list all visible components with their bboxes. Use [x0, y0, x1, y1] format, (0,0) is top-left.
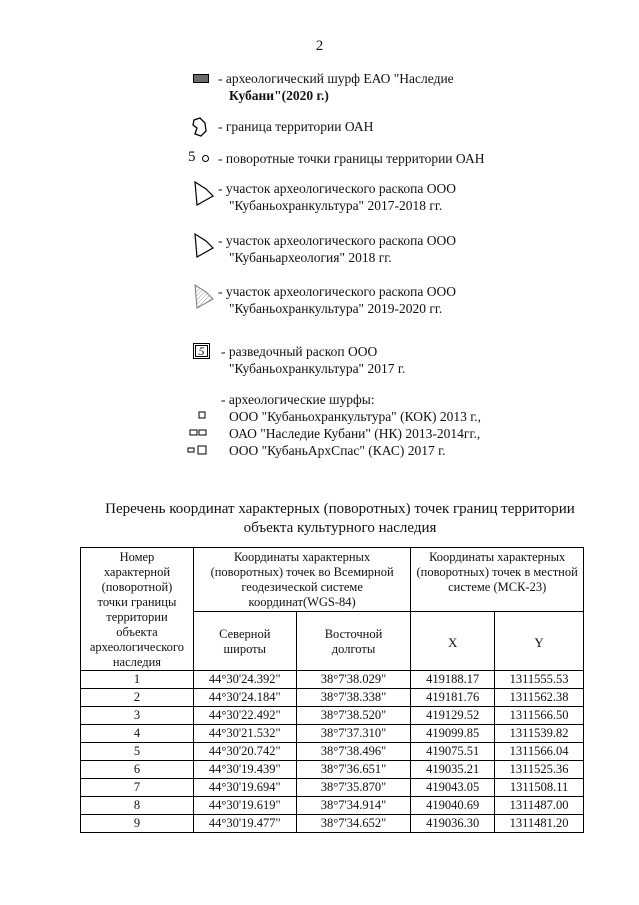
- longitude-cell: 38°7'38.029": [296, 671, 411, 689]
- point-number-cell: 8: [81, 797, 194, 815]
- boxed-number-icon: [193, 343, 210, 359]
- header-line: долготы: [331, 642, 376, 657]
- legend-line: - участок археологического раскопа ООО: [218, 233, 457, 248]
- table-title-line: объекта культурного наследия: [243, 520, 437, 536]
- x-cell: 419181.76: [411, 689, 495, 707]
- table-row: [81, 779, 584, 797]
- x-cell: 419099.85: [411, 725, 495, 743]
- longitude-cell: 38°7'36.651": [296, 761, 411, 779]
- header-line: территории: [106, 610, 168, 624]
- x-cell: 419188.17: [411, 671, 495, 689]
- excavation-hatched-icon: [192, 283, 216, 311]
- point-number-cell: 6: [81, 761, 194, 779]
- header-line: (поворотных) точек в местной: [416, 565, 578, 579]
- table-row: [81, 761, 584, 779]
- point-number-cell: 4: [81, 725, 194, 743]
- header-line: характерной: [103, 565, 171, 579]
- x-cell: 419043.05: [411, 779, 495, 797]
- header-x: X: [411, 612, 495, 671]
- excavation-outline-icon: [192, 232, 216, 260]
- point-number-label: 5: [188, 149, 196, 165]
- latitude-cell: 44°30'19.439": [193, 761, 296, 779]
- header-longitude: [296, 612, 411, 671]
- legend-line: - участок археологического раскопа ООО: [218, 284, 457, 299]
- legend-item-excavation-2018: [0, 232, 639, 272]
- table-title: [60, 500, 620, 538]
- y-cell: 1311481.20: [495, 815, 584, 833]
- longitude-cell: 38°7'35.870": [296, 779, 411, 797]
- boxed-number-label: 5: [195, 345, 208, 357]
- header-line: Восточной: [324, 627, 383, 642]
- table-row: [81, 707, 584, 725]
- y-cell: 1311525.36: [495, 761, 584, 779]
- legend-line: "Кубаньохранкультура" 2017-2018 гг.: [229, 198, 443, 213]
- header-point-number: [81, 548, 194, 671]
- y-cell: 1311539.82: [495, 725, 584, 743]
- header-line: (поворотных) точек во Всемирной: [210, 565, 394, 579]
- table-row: [81, 689, 584, 707]
- legend-line: Кубани"(2020 г.): [229, 88, 329, 103]
- latitude-cell: 44°30'21.532": [193, 725, 296, 743]
- header-line: точки границы: [97, 595, 177, 609]
- longitude-cell: 38°7'34.652": [296, 815, 411, 833]
- legend-item-shurf-eao: [0, 70, 639, 110]
- latitude-cell: 44°30'22.492": [193, 707, 296, 725]
- legend-item-boundary: [0, 118, 639, 138]
- latitude-cell: 44°30'19.477": [193, 815, 296, 833]
- header-line: (поворотной): [101, 580, 173, 594]
- point-circle-icon: [201, 154, 210, 163]
- y-cell: 1311566.04: [495, 743, 584, 761]
- y-cell: 1311555.53: [495, 671, 584, 689]
- header-y: Y: [495, 612, 584, 671]
- legend-item-points: [0, 150, 639, 170]
- legend-line: "Кубаньархеология" 2018 гг.: [229, 250, 392, 265]
- point-number-cell: 5: [81, 743, 194, 761]
- page-number: 2: [315, 38, 324, 54]
- legend-item-excavation-2019: [0, 283, 639, 323]
- table-title-line: Перечень координат характерных (поворотных) точек границ территории: [105, 501, 575, 517]
- excavation-outline-icon: [192, 180, 216, 208]
- table-body: [81, 671, 584, 833]
- x-cell: 419075.51: [411, 743, 495, 761]
- header-line: широты: [223, 642, 267, 657]
- shaded-rectangle-icon: [193, 74, 209, 84]
- header-latitude: [193, 612, 296, 671]
- table-row: [81, 725, 584, 743]
- point-number-cell: 3: [81, 707, 194, 725]
- small-square-icon: [198, 411, 207, 420]
- point-number-cell: 9: [81, 815, 194, 833]
- longitude-cell: 38°7'38.496": [296, 743, 411, 761]
- latitude-cell: 44°30'24.184": [193, 689, 296, 707]
- legend-line: - граница территории ОАН: [218, 119, 374, 134]
- header-line: объекта: [116, 625, 158, 639]
- header-line: Координаты характерных: [234, 550, 371, 564]
- y-cell: 1311487.00: [495, 797, 584, 815]
- legend-line: - археологический шурф ЕАО "Наследие: [218, 71, 454, 86]
- table-row: [81, 743, 584, 761]
- legend-line: "Кубаньохранкультура" 2017 г.: [229, 361, 406, 376]
- y-cell: 1311566.50: [495, 707, 584, 725]
- legend-line: - участок археологического раскопа ООО: [218, 181, 457, 196]
- longitude-cell: 38°7'38.338": [296, 689, 411, 707]
- header-line: наследия: [112, 655, 162, 669]
- latitude-cell: 44°30'19.694": [193, 779, 296, 797]
- pit-item: ООО "КубаньАрхСпас" (КАС) 2017 г.: [229, 443, 446, 458]
- legend-line: "Кубаньохранкультура" 2019-2020 гг.: [229, 301, 443, 316]
- point-number-cell: 1: [81, 671, 194, 689]
- pit-item: ООО "Кубаньохранкультура" (КОК) 2013 г.,: [229, 409, 481, 424]
- coordinates-table: [80, 547, 584, 833]
- y-cell: 1311562.38: [495, 689, 584, 707]
- header-line: Номер: [119, 550, 155, 564]
- table-row: [81, 815, 584, 833]
- point-number-cell: 2: [81, 689, 194, 707]
- pit-item: ОАО "Наследие Кубани" (НК) 2013-2014гг.,: [229, 426, 481, 441]
- legend-pits: [0, 391, 639, 461]
- x-cell: 419035.21: [411, 761, 495, 779]
- longitude-cell: 38°7'37.310": [296, 725, 411, 743]
- double-rect-icon: [189, 428, 209, 437]
- latitude-cell: 44°30'20.742": [193, 743, 296, 761]
- x-cell: 419129.52: [411, 707, 495, 725]
- header-line: Северной: [219, 627, 271, 642]
- header-line: системе (МСК-23): [448, 580, 547, 594]
- legend-line: - разведочный раскоп ООО: [221, 344, 378, 359]
- x-cell: 419036.30: [411, 815, 495, 833]
- y-cell: 1311508.11: [495, 779, 584, 797]
- legend-line: - поворотные точки границы территории ОАН: [218, 151, 485, 166]
- legend-item-excavation-2017: [0, 180, 639, 220]
- header-line: геодезической системе: [241, 580, 363, 594]
- header-line: археологического: [89, 640, 184, 654]
- header-msk23: [411, 548, 584, 612]
- rect-square-pair-icon: [187, 445, 209, 455]
- latitude-cell: 44°30'19.619": [193, 797, 296, 815]
- table-row: [81, 671, 584, 689]
- boundary-outline-icon: [189, 116, 211, 138]
- longitude-cell: 38°7'34.914": [296, 797, 411, 815]
- point-number-cell: 7: [81, 779, 194, 797]
- header-wgs84: [193, 548, 410, 612]
- longitude-cell: 38°7'38.520": [296, 707, 411, 725]
- header-line: координат(WGS-84): [248, 595, 356, 609]
- legend-item-trial-trench: [0, 343, 639, 383]
- x-cell: 419040.69: [411, 797, 495, 815]
- latitude-cell: 44°30'24.392": [193, 671, 296, 689]
- table-row: [81, 797, 584, 815]
- pits-heading: - археологические шурфы:: [221, 392, 375, 407]
- header-line: Координаты характерных: [429, 550, 566, 564]
